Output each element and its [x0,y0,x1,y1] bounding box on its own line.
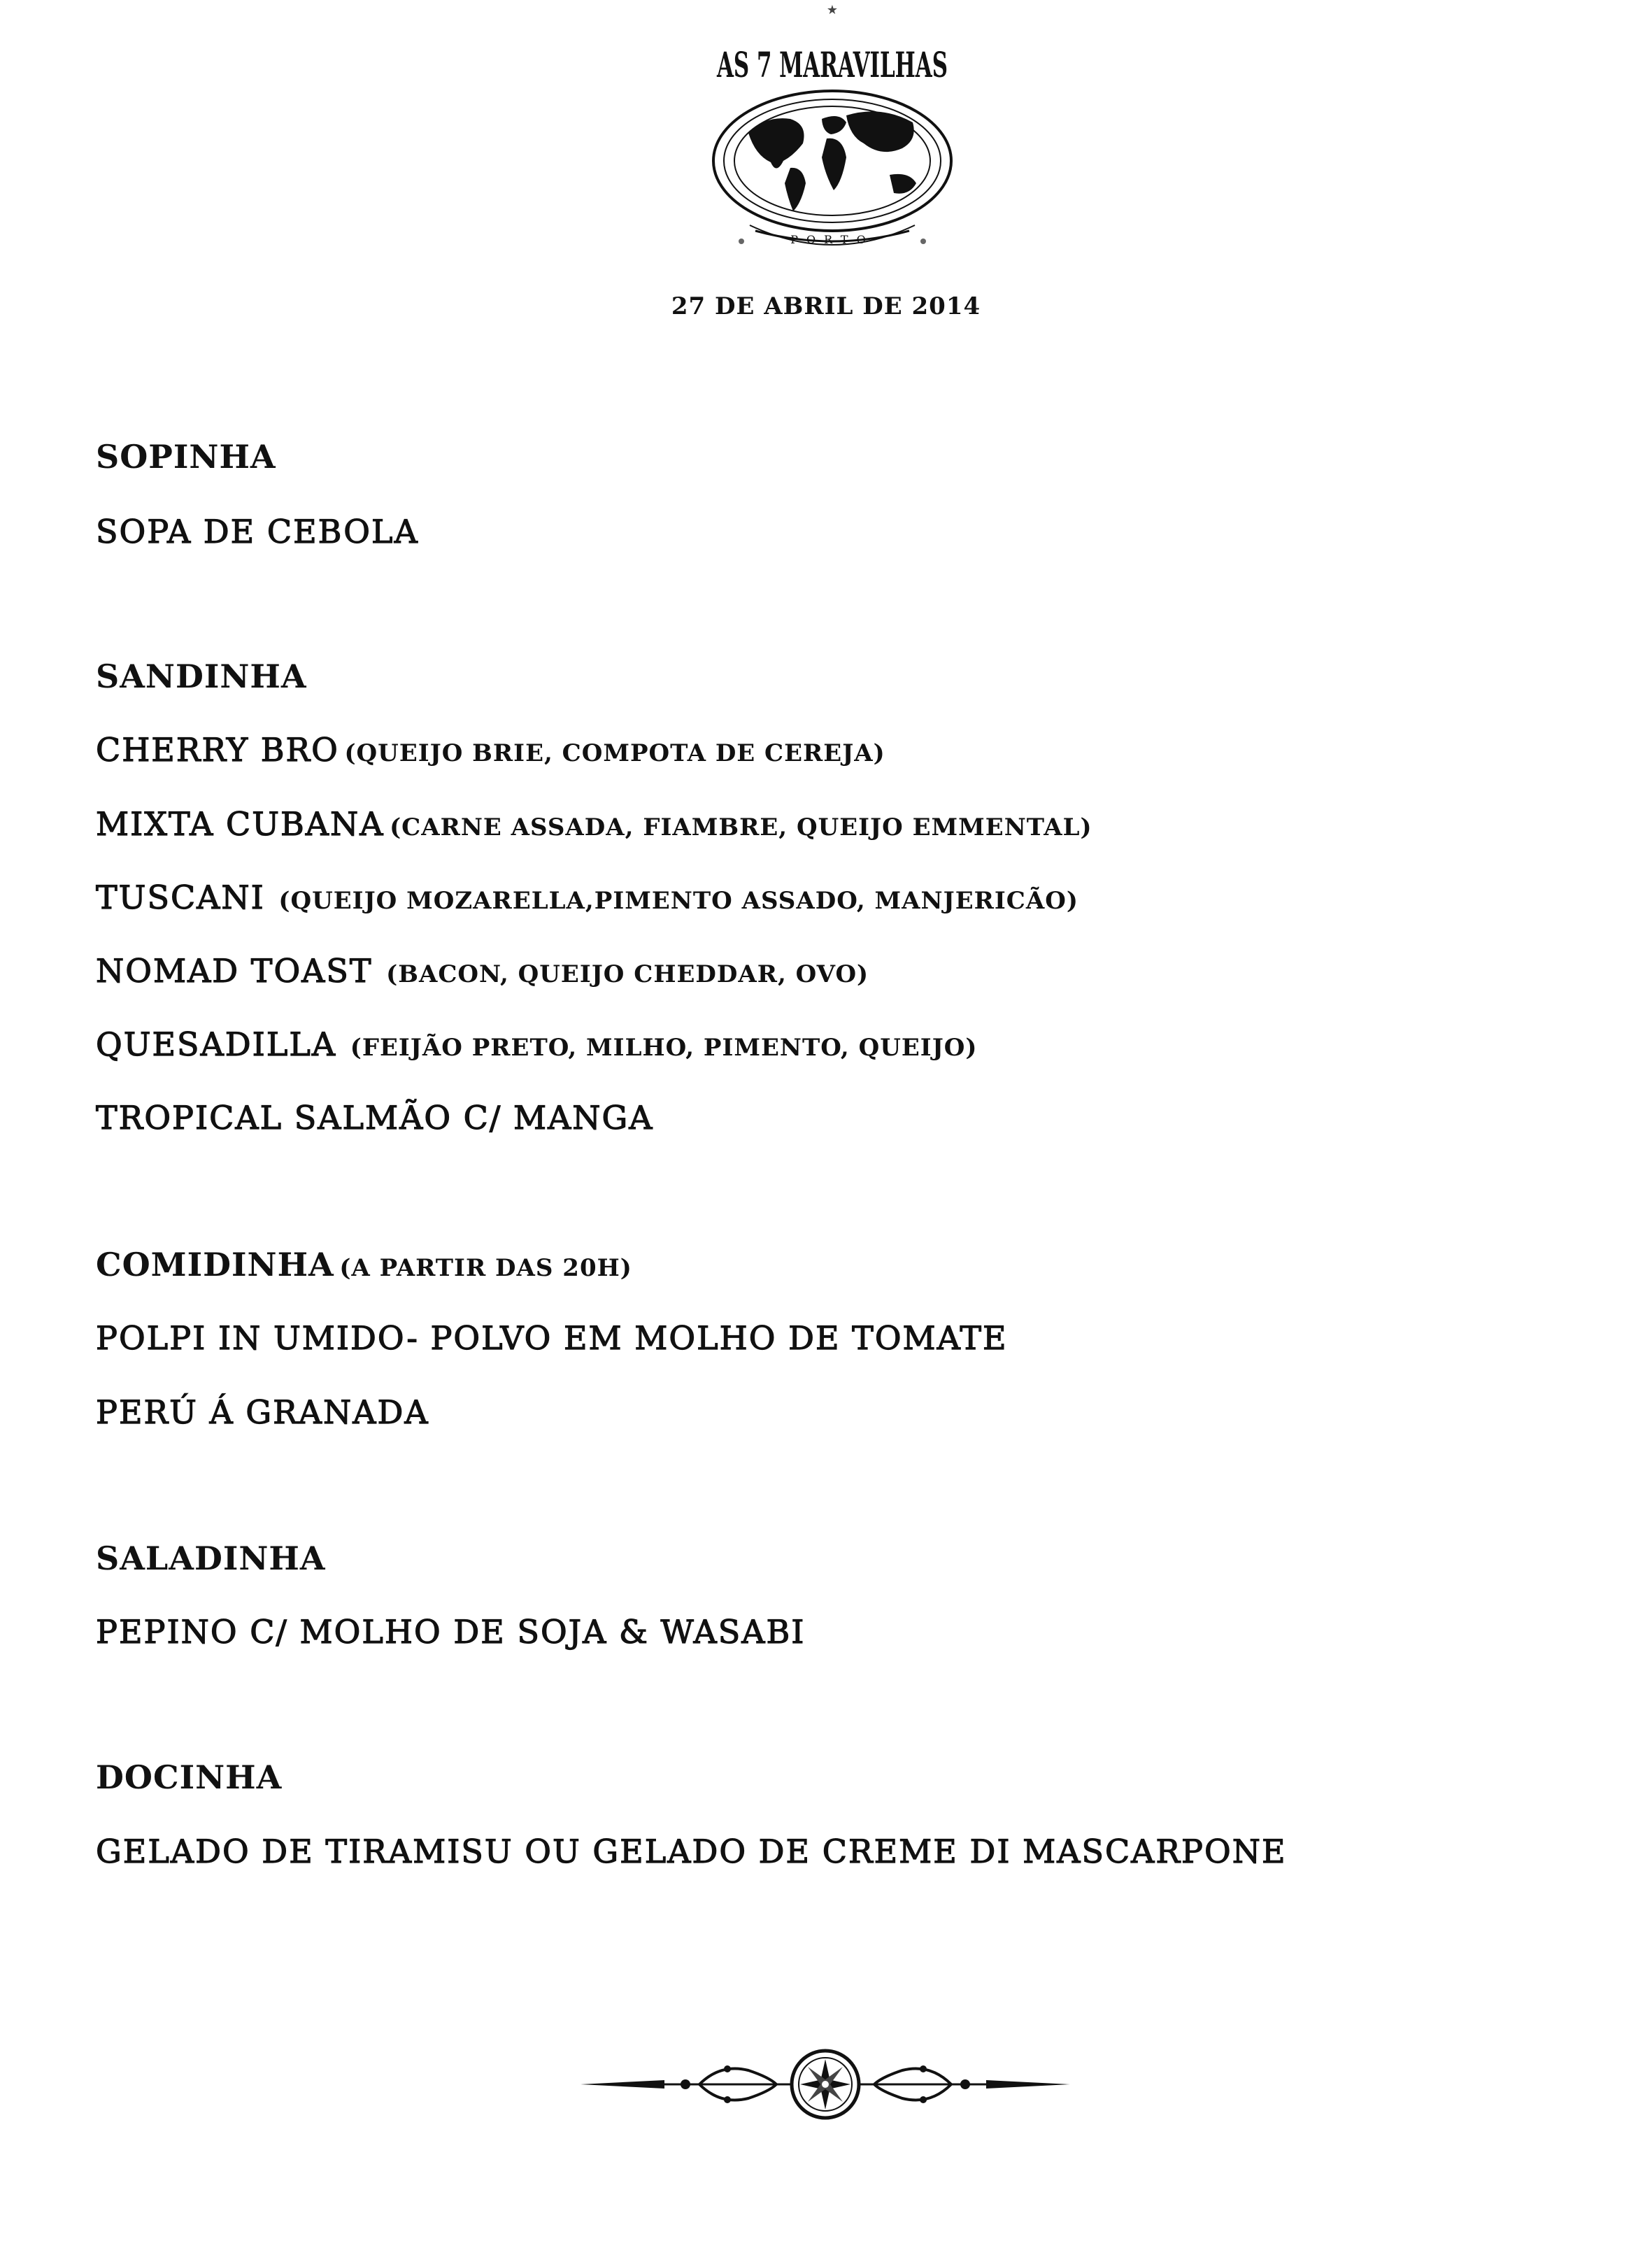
menu-item-note: (QUEIJO MOZARELLA,PIMENTO ASSADO, MANJERICÃO) [278,887,1078,915]
menu-item-name: TROPICAL SALMÃO C/ MANGA [96,1099,654,1137]
menu-item-name: GELADO DE TIRAMISU OU GELADO DE CREME DI MASCARPONE [96,1833,1287,1870]
logo-bottom-text: PORTO [790,233,874,246]
section-note: (A PARTIR DAS 20H) [339,1254,632,1282]
section-title-comidinha: COMIDINHA [96,1246,334,1283]
menu-item [96,1613,805,1651]
compass-rose-ornament-icon [581,2049,1070,2119]
menu-item-name: PERÚ Á GRANADA [96,1393,429,1431]
logo-top-text: AS 7 MARAVILHAS [716,44,948,85]
menu-item-note: (FEIJÃO PRETO, MILHO, PIMENTO, QUEIJO) [350,1034,978,1062]
section-title-sopinha: SOPINHA [96,438,276,476]
section-title-docinha: DOCINHA [96,1758,283,1796]
menu-item-note: (QUEIJO BRIE, COMPOTA DE CEREJA) [344,739,885,767]
menu-item [96,1393,429,1431]
menu-item-name: SOPA DE CEBOLA [96,513,419,550]
menu-item [96,1025,977,1063]
menu-item-note: (BACON, QUEIJO CHEDDAR, OVO) [386,960,869,988]
menu-item [96,952,869,990]
menu-item [96,1099,654,1137]
menu-item-name: CHERRY BRO [96,731,339,769]
menu-item-name: PEPINO C/ MOLHO DE SOJA & WASABI [96,1613,806,1651]
menu-item [96,513,419,550]
svg-text:★: ★ [826,3,839,17]
menu-item [96,805,1092,843]
section-header-comidinha [96,1246,632,1283]
menu-item [96,1319,1008,1357]
menu-item-name: QUESADILLA [96,1025,337,1063]
menu-item-name: NOMAD TOAST [96,952,373,990]
menu-item-note: (CARNE ASSADA, FIAMBRE, QUEIJO EMMENTAL) [390,813,1092,841]
menu-item-name: TUSCANI [96,878,265,916]
menu-item-name: POLPI IN UMIDO- POLVO EM MOLHO DE TOMATE [96,1319,1008,1357]
menu-item [96,731,885,769]
menu-item [96,1833,1287,1870]
section-title-sandinha: SANDINHA [96,657,307,695]
world-map-emblem-icon [706,0,958,266]
menu-item [96,878,1078,916]
menu-date: 27 DE ABRIL DE 2014 [671,292,981,320]
menu-item-name: MIXTA CUBANA [96,805,385,843]
section-title-saladinha: SALADINHA [96,1539,326,1577]
